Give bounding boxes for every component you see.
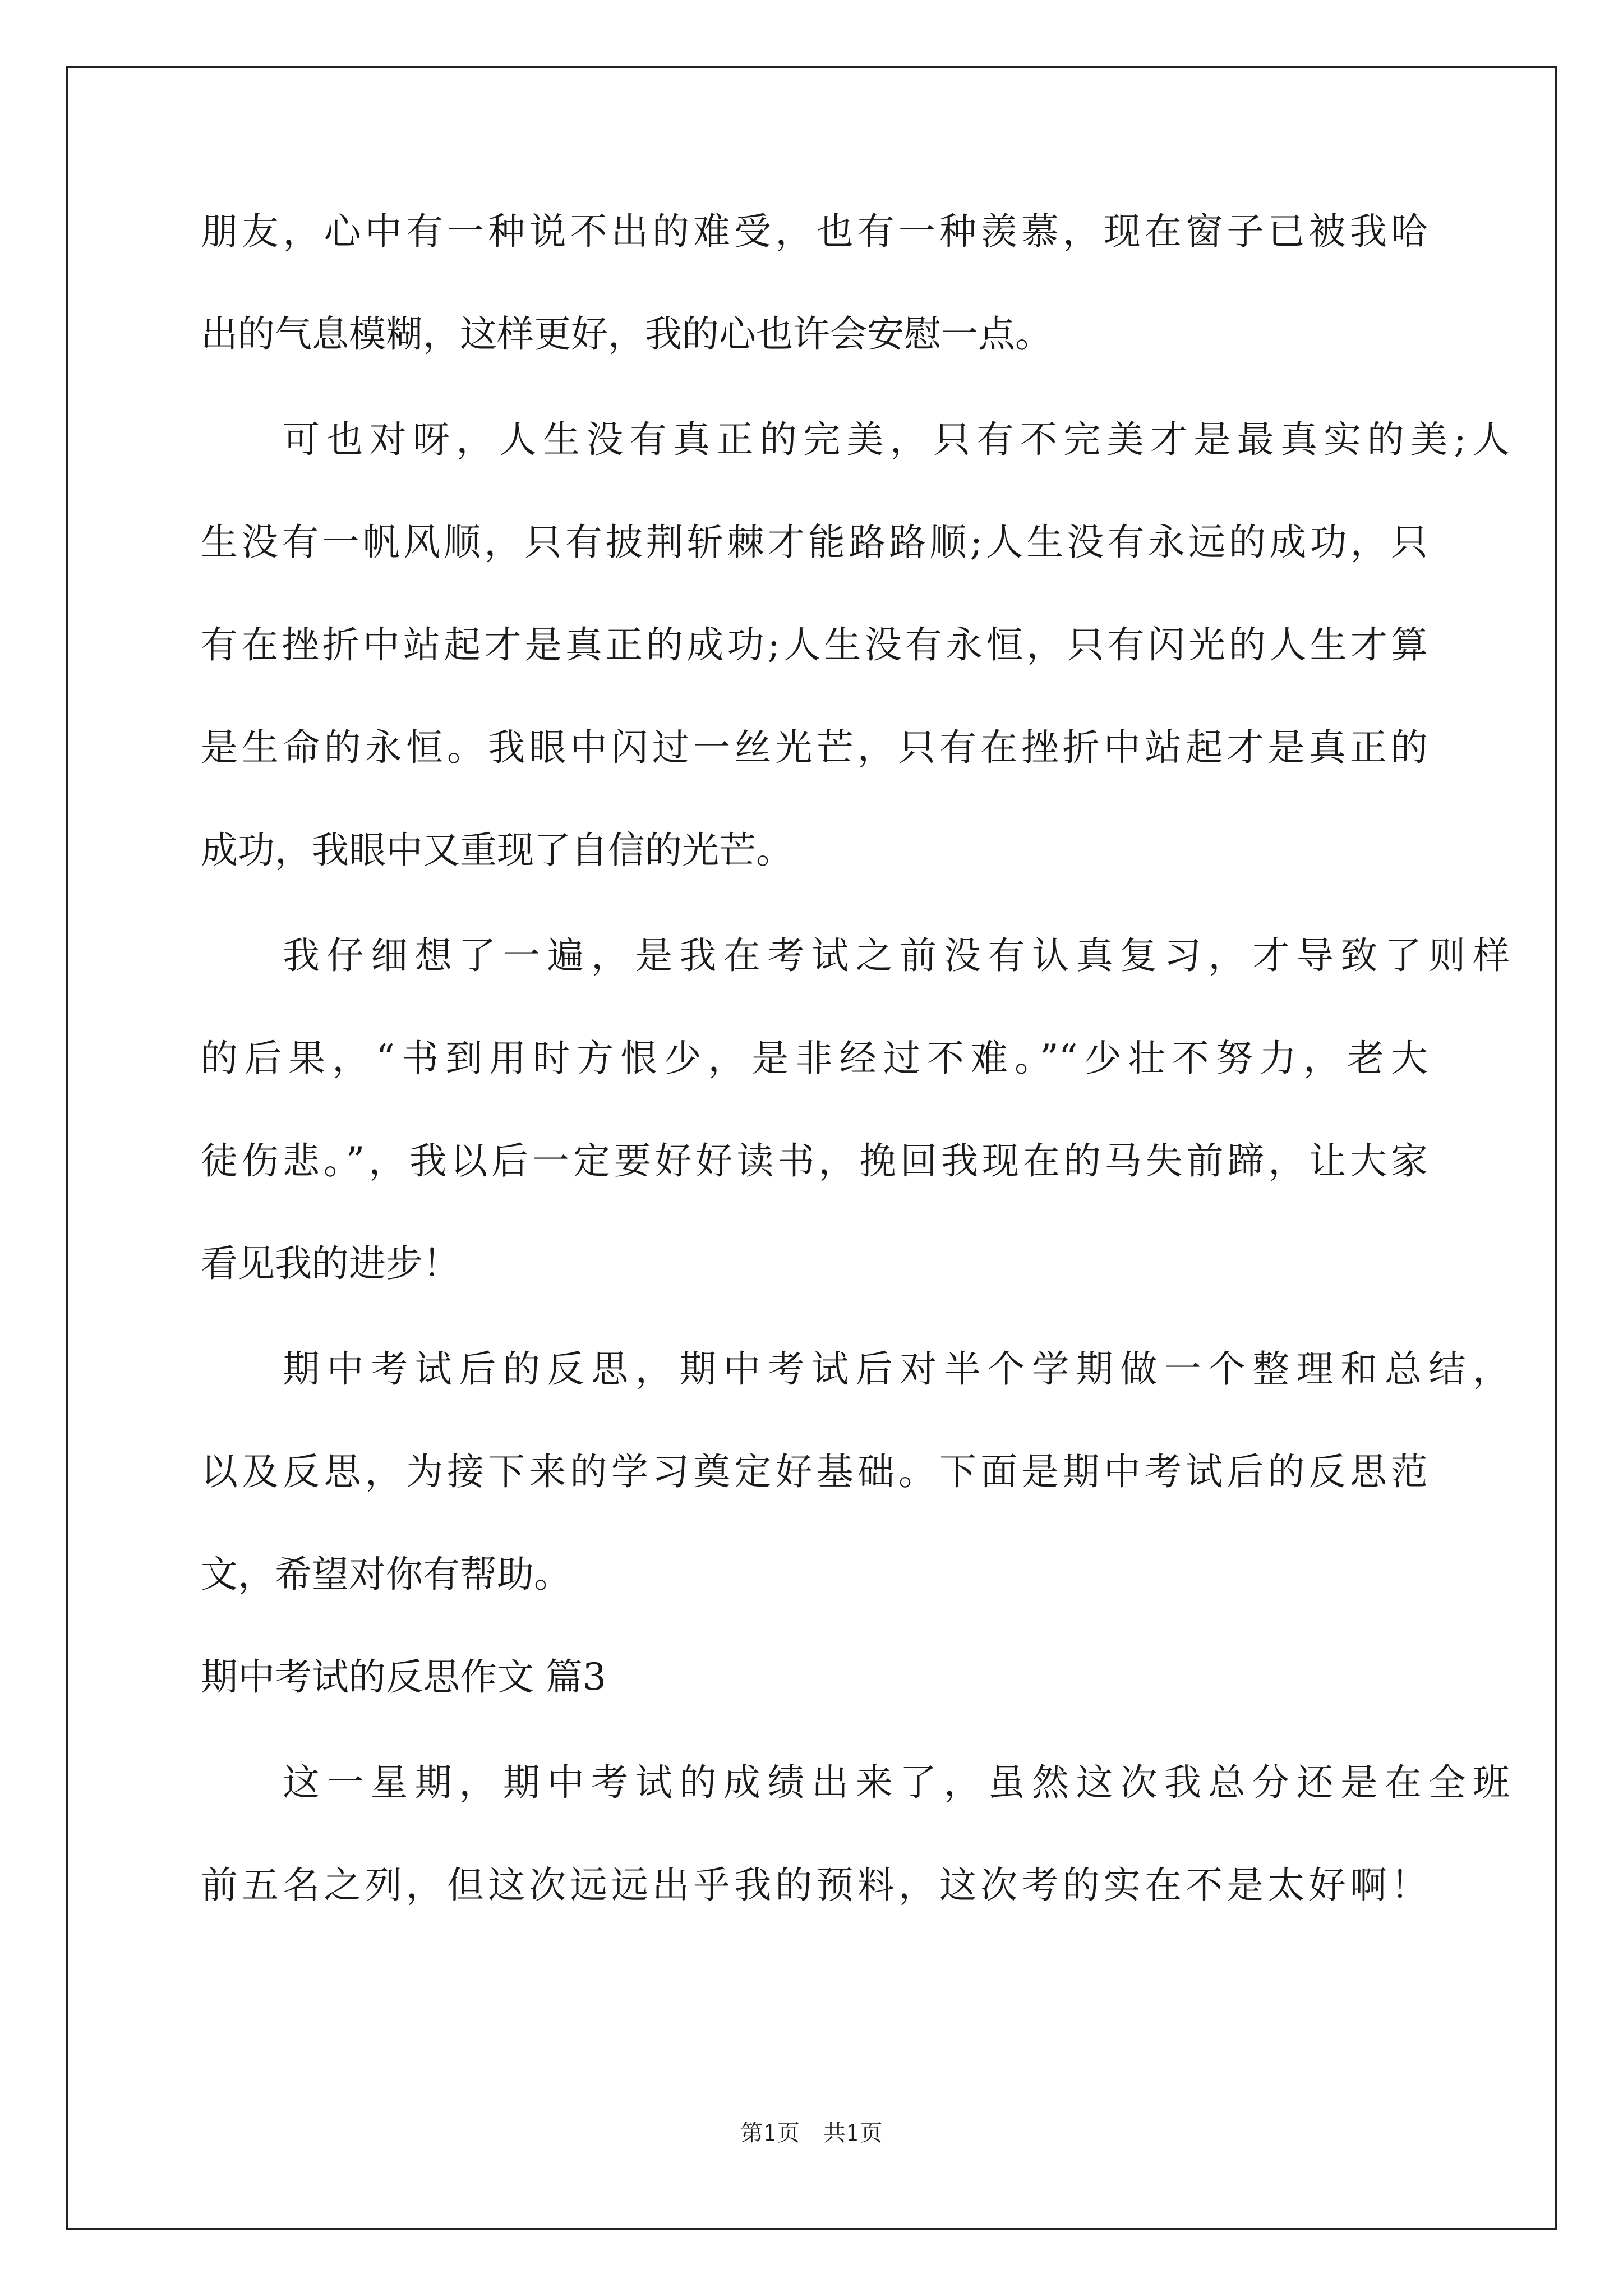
page-footer <box>0 2122 1623 2145</box>
section-heading: 期中考试的反思作文 篇3 <box>201 1655 606 1699</box>
text-line: 有在挫折中站起才是真正的成功;人生没有永恒，只有闪光的人生才算 <box>201 623 1428 666</box>
document-body <box>201 210 1510 1907</box>
text-line: 朋友，心中有一种说不出的难受，也有一种羡慕，现在窗子已被我哈 <box>201 210 1428 253</box>
page-total: 共1页 <box>823 2120 883 2146</box>
paragraph-first-line: 这一星期，期中考试的成绩出来了，虽然这次我总分还是在全班 <box>283 1761 1510 1804</box>
text-line: 前五名之列，但这次远远出乎我的预料，这次考的实在不是太好啊！ <box>201 1864 1428 1907</box>
paragraph-first-line: 我仔细想了一遍，是我在考试之前没有认真复习，才导致了则样 <box>283 934 1510 977</box>
text-line: 看见我的进步！ <box>201 1242 460 1285</box>
text-line: 的后果，“书到用时方恨少，是非经过不难。”“少壮不努力，老大 <box>201 1037 1428 1080</box>
text-line: 生没有一帆风顺，只有披荆斩棘才能路路顺;人生没有永远的成功，只 <box>201 521 1428 564</box>
text-line: 出的气息模糊，这样更好，我的心也许会安慰一点。 <box>201 312 1052 356</box>
paragraph-first-line: 可也对呀，人生没有真正的完美，只有不完美才是最真实的美;人 <box>283 418 1510 461</box>
paragraph-first-line: 期中考试后的反思，期中考试后对半个学期做一个整理和总结， <box>283 1347 1510 1391</box>
text-line: 文，希望对你有帮助。 <box>201 1553 571 1596</box>
text-line: 徒伤悲。”，我以后一定要好好读书，挽回我现在的马失前蹄，让大家 <box>201 1139 1428 1182</box>
text-line: 成功，我眼中又重现了自信的光芒。 <box>201 829 793 872</box>
text-line: 以及反思，为接下来的学习奠定好基础。下面是期中考试后的反思范 <box>201 1450 1428 1493</box>
page-number: 第1页 <box>740 2120 800 2146</box>
text-line: 是生命的永恒。我眼中闪过一丝光芒，只有在挫折中站起才是真正的 <box>201 726 1428 769</box>
